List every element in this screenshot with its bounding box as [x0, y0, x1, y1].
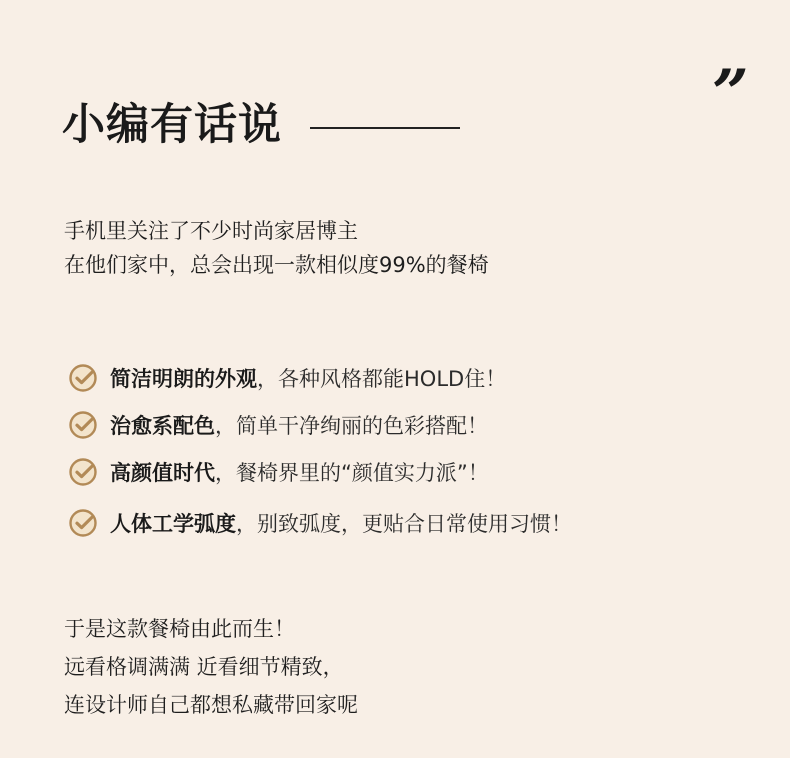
- feature-item: [68, 448, 572, 495]
- feature-text: ，简单干净绚丽的色彩搭配！: [215, 413, 488, 438]
- feature-bold-text: 人体工学弧度: [110, 511, 236, 536]
- outro-line: 远看格调满满 近看细节精致，: [64, 655, 344, 679]
- feature-item: [68, 499, 572, 546]
- feature-text: ，各种风格都能HOLD住！: [257, 366, 507, 391]
- check-badge-icon: [68, 457, 98, 487]
- intro-line: 手机里关注了不少时尚家居博主: [64, 219, 358, 243]
- outro-text: [64, 610, 358, 724]
- quote-mark: ”: [712, 56, 743, 131]
- feature-bold-text: 高颜值时代: [110, 460, 215, 485]
- feature-bold-text: 简洁明朗的外观: [110, 366, 257, 391]
- page-title: 小编有话说: [62, 100, 282, 150]
- check-badge-icon: [68, 363, 98, 393]
- outro-line: 于是这款餐椅由此而生！: [64, 617, 295, 641]
- feature-text: ，餐椅界里的“颜值实力派”！: [215, 460, 489, 485]
- feature-item: [68, 354, 572, 401]
- feature-list: [68, 354, 572, 546]
- feature-text: ，别致弧度，更贴合日常使用习惯！: [236, 511, 572, 536]
- header: [62, 100, 460, 150]
- intro-text: [64, 214, 489, 282]
- intro-line: 在他们家中，总会出现一款相似度99%的餐椅: [64, 253, 489, 277]
- check-badge-icon: [68, 508, 98, 538]
- title-rule: [310, 127, 460, 129]
- feature-item: [68, 401, 572, 448]
- outro-line: 连设计师自己都想私藏带回家呢: [64, 693, 358, 717]
- check-badge-icon: [68, 410, 98, 440]
- feature-bold-text: 治愈系配色: [110, 413, 215, 438]
